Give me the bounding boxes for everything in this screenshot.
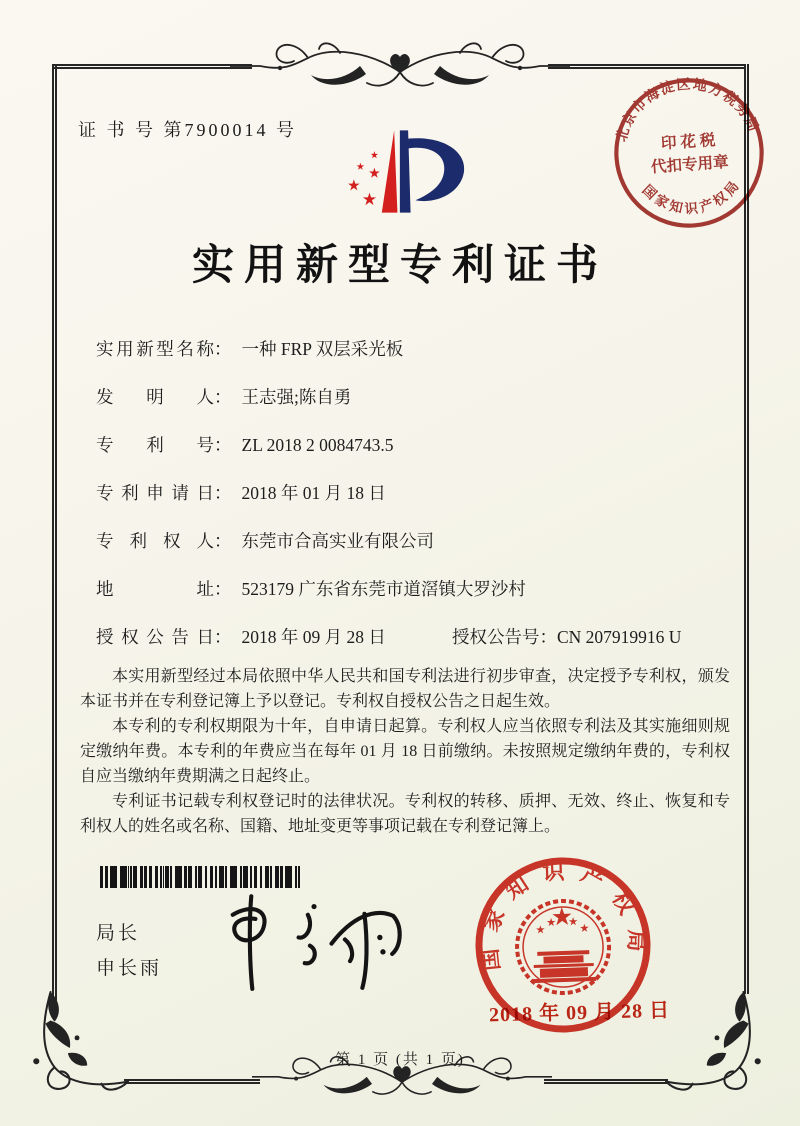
field-row-grant-date: 授权公告日： 2018 年 09 月 28 日: [96, 624, 700, 672]
legal-paragraph-2: 本专利的专利权期限为十年，自申请日起算。专利权人应当依照专利法及其实施细则规定缴纳年费。本专利的年费应当在每年 01 月 18 日前缴纳。未按照规定缴纳年费的，专利权自应当缴纳年费期满之日起终止。: [80, 718, 730, 785]
barcode: [100, 866, 300, 888]
field-row-patent-no: 专利号： ZL 2018 2 0084743.5: [96, 432, 700, 480]
signer-title: 局长: [96, 923, 141, 944]
legal-paragraph-3: 专利证书记载专利权登记时的法律状况。专利权的转移、质押、无效、终止、恢复和专利权人的姓名或名称、国籍、地址变更等事项记载在专利登记簿上。: [80, 793, 730, 835]
field-value: 一种 FRP 双层采光板: [241, 339, 404, 359]
field-value: 2018 年 09 月 28 日: [241, 627, 386, 647]
frame-border-bottom-left: [124, 1079, 260, 1084]
tax-stamp: [606, 70, 772, 236]
legal-paragraph-1: 本实用新型经过本局依照中华人民共和国专利法进行初步审查，决定授予专利权，颁发本证书并在专利登记簿上予以登记。专利权自授权公告之日起生效。: [80, 668, 730, 710]
signer-name: 申长雨: [96, 958, 163, 979]
certificate-title: 实用新型专利证书: [191, 243, 608, 289]
certificate-number: 证 书 号 第7900014 号: [78, 120, 297, 140]
field-row-name: 实用新型名称： 一种 FRP 双层采光板: [96, 336, 700, 384]
signer-block: [96, 916, 162, 986]
frame-border-bottom-right: [544, 1079, 668, 1084]
field-label: 授权公告日: [96, 627, 214, 647]
field-row-inventor: 发明人： 王志强;陈自勇: [96, 384, 700, 432]
cnipa-patent-logo-icon: [330, 110, 478, 238]
field-list: [96, 336, 700, 672]
director-signature: [208, 886, 418, 994]
page-number: 第 1 页 (共 1 页): [335, 1052, 465, 1068]
tax-stamp-center-line1: 印 花 税: [660, 131, 716, 153]
tax-stamp-ring-bottom: 国家知识产权局: [639, 176, 744, 217]
field-row-grant-number: 授权公告号：CN 207919916 U: [452, 627, 682, 647]
legal-text: [80, 664, 730, 839]
field-value: 2018 年 01 月 18 日: [241, 483, 386, 503]
field-value: 东莞市合高实业有限公司: [241, 531, 434, 551]
field-value: ZL 2018 2 0084743.5: [241, 435, 394, 455]
field-row-address: 地址： 523179 广东省东莞市道滘镇大罗沙村: [96, 576, 700, 624]
tax-stamp-center-line2: 代扣专用章: [650, 153, 730, 177]
field-label: 专利号: [96, 435, 214, 455]
field-label: 专利申请日: [96, 483, 214, 503]
tax-stamp-ring-top: 北京市海淀区地方税务局: [614, 77, 761, 144]
field-value: CN 207919916 U: [557, 627, 682, 647]
field-label: 发明人: [96, 387, 214, 407]
field-row-filing-date: 专利申请日： 2018 年 01 月 18 日: [96, 480, 700, 528]
field-label: 地址: [96, 579, 214, 599]
field-label: 实用新型名称: [96, 339, 214, 359]
seal-ring-text: 国家知识产权局: [475, 858, 650, 972]
field-label: 授权公告号: [452, 627, 540, 647]
field-label: 专利权人: [96, 531, 214, 551]
border-ornament-bottom-right: [662, 990, 774, 1102]
frame-border-top-left: [52, 64, 252, 69]
field-value: 王志强;陈自勇: [241, 387, 352, 407]
frame-border-top-right: [548, 64, 745, 69]
seal-date: 2018 年 09 月 28 日: [488, 999, 671, 1027]
field-row-patentee: 专利权人： 东莞市合高实业有限公司: [96, 528, 700, 576]
national-emblem-icon: [515, 899, 610, 994]
border-ornament-top-center: [230, 38, 570, 108]
field-value: 523179 广东省东莞市道滘镇大罗沙村: [241, 579, 526, 599]
border-ornament-bottom-left: [20, 990, 132, 1102]
frame-border-left: [52, 64, 57, 1002]
